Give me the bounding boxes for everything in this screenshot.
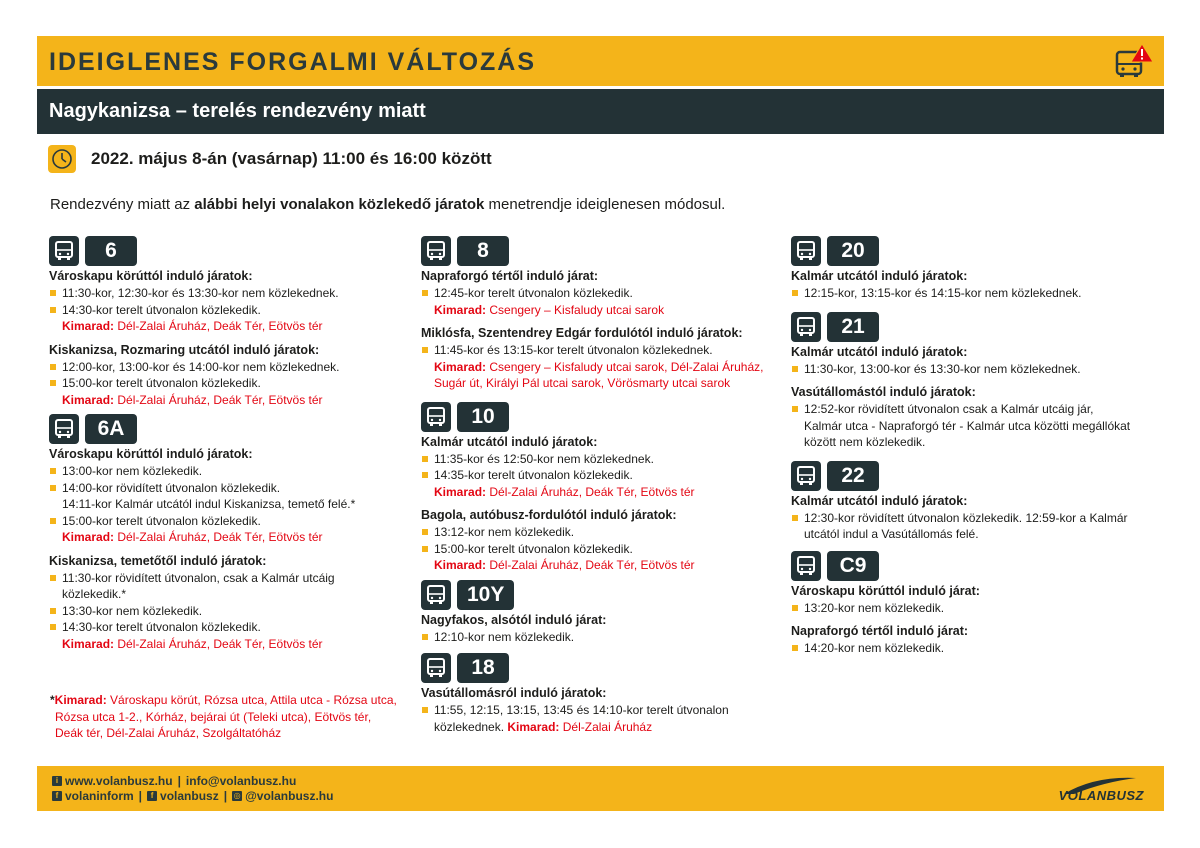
column-3 (791, 236, 1151, 663)
bus-warning-icon (1114, 42, 1154, 80)
skipped-stops-list: Dél-Zalai Áruház, Deák Tér, Eötvös tér (114, 636, 323, 651)
bus-icon (791, 461, 821, 491)
line-number-badge: 20 (827, 236, 879, 266)
clock-icon (48, 145, 76, 173)
skipped-stops (49, 318, 409, 335)
list-item: 11:30-kor, 13:00-kor és 13:30-kor nem közlekednek. (791, 361, 1151, 378)
group-title: Miklósfa, Szentendrey Edgár fordulótól induló járatok: (421, 326, 743, 340)
skipped-stops (421, 557, 781, 574)
list-item-continued: közlekedik.* (62, 587, 127, 601)
list-item: 14:00-kor rövidített útvonalon közlekedik. (49, 480, 409, 497)
list-item: 11:30-kor, 12:30-kor és 13:30-kor nem közlekednek. (49, 285, 409, 302)
bus-icon (49, 414, 79, 444)
intro-bold: alábbi helyi vonalakon közlekedő járatok (194, 196, 485, 213)
skipped-stops-list: Csengery – Kisfaludy utcai sarok, Dél-Zalai Áruház, (486, 359, 764, 374)
group-title: Nagyfakos, alsótól induló járat: (421, 612, 607, 627)
event-date: 2022. május 8-án (vasárnap) 11:00 és 16:00 között (91, 149, 492, 168)
route-6a (49, 414, 409, 652)
route-18 (421, 653, 781, 735)
list-item-continued: között nem közlekedik. (804, 435, 926, 449)
list-item: 12:00-kor, 13:00-kor és 14:00-kor nem közlekednek. (49, 359, 409, 376)
intro-text (50, 196, 725, 213)
info-icon: i (52, 776, 62, 786)
list-item: 12:45-kor terelt útvonalon közlekedik. (421, 285, 781, 302)
list-item: 14:30-kor terelt útvonalon közlekedik. (49, 302, 409, 319)
bus-icon (791, 236, 821, 266)
route-8 (421, 236, 781, 392)
kimarad-label: Kimarad: (62, 319, 115, 333)
list-item-continued: utcától indul a Vasútállomás felé. (804, 527, 979, 541)
list-item: 11:35-kor és 12:50-kor nem közlekednek. (421, 451, 781, 468)
group-title: Kalmár utcától induló járatok: (421, 434, 598, 449)
footnote-star: * (50, 693, 55, 707)
line-number-badge: C9 (827, 551, 879, 581)
group-title: Bagola, autóbusz-fordulótól induló járatok: (421, 508, 677, 522)
line-number-badge: 21 (827, 312, 879, 342)
route-10y (421, 580, 781, 646)
line-number-badge: 18 (457, 653, 509, 683)
kimarad-label: Kimarad: (507, 719, 560, 734)
group-title: Vasútállomásról induló járatok: (421, 686, 607, 700)
list-item-continued (421, 719, 781, 736)
footnote-line: Rózsa utca 1-2., Kórház, bejárai út (Teleki utca), Eötvös tér, (55, 709, 372, 724)
facebook-link-volanbusz[interactable]: volanbusz (160, 789, 219, 803)
footer (37, 766, 1164, 811)
bus-icon (791, 312, 821, 342)
facebook-icon: f (147, 791, 157, 801)
skipped-stops-list: Dél-Zalai Áruház, Deák Tér, Eötvös tér (486, 558, 695, 572)
skipped-stops-continued: Sugár út, Királyi Pál utcai sarok, Vörösmarty utcai sarok (434, 376, 731, 390)
list-item: 14:35-kor terelt útvonalon közlekedik. (421, 467, 781, 484)
list-item: 13:00-kor nem közlekedik. (49, 463, 409, 480)
bus-icon (791, 551, 821, 581)
list-item: 12:15-kor, 13:15-kor és 14:15-kor nem közlekednek. (791, 285, 1151, 302)
kimarad-label: Kimarad: (434, 558, 487, 572)
line-number-badge: 8 (457, 236, 509, 266)
skipped-stops (49, 392, 409, 409)
facebook-link-volaninform[interactable]: volaninform (65, 789, 134, 803)
route-21 (791, 312, 1151, 451)
list-item: 13:20-kor nem közlekedik. (791, 600, 1151, 617)
list-item-continued: Kalmár utca - Napraforgó tér - Kalmár utca közötti megállókat (804, 418, 1131, 433)
kimarad-label: Kimarad: (62, 636, 115, 651)
group-title: Városkapu körúttól induló járat: (791, 583, 980, 598)
facebook-icon: f (52, 791, 62, 801)
skipped-stops (421, 359, 781, 376)
line-number-badge: 6 (85, 236, 137, 266)
skipped-stops (49, 529, 409, 546)
skipped-stops-list: Dél-Zalai Áruház, Deák Tér, Eötvös tér (114, 392, 323, 407)
group-title: Kiskanizsa, Rozmaring utcától induló járatok: (49, 342, 320, 357)
separator: | (177, 774, 181, 788)
intro-post: menetrendje ideiglenesen módosul. (484, 196, 726, 213)
route-6 (49, 236, 409, 408)
group-title: Városkapu körúttól induló járatok: (49, 269, 253, 283)
list-item-continued: 14:11-kor Kalmár utcától indul Kiskanizsa, temető felé.* (62, 497, 356, 511)
route-20 (791, 236, 1151, 302)
email-link[interactable]: info@volanbusz.hu (185, 774, 297, 788)
line-number-badge: 10Y (457, 580, 514, 610)
bus-icon (421, 236, 451, 266)
separator: | (223, 789, 228, 803)
footnote (50, 692, 420, 742)
website-link[interactable]: www.volanbusz.hu (65, 774, 173, 788)
group-title: Napraforgó tértől induló járat: (421, 269, 599, 283)
group-title: Napraforgó tértől induló járat: (791, 624, 969, 638)
kimarad-label: Kimarad: (434, 302, 487, 317)
line-number-badge: 22 (827, 461, 879, 491)
kimarad-label: Kimarad: (434, 484, 487, 499)
kimarad-label: Kimarad: (62, 392, 115, 407)
line-number-badge: 6A (85, 414, 137, 444)
page-title: IDEIGLENES FORGALMI VÁLTOZÁS (49, 48, 537, 76)
sub-banner (37, 89, 1164, 134)
skipped-stops-list: Dél-Zalai Áruház (559, 719, 653, 734)
bus-icon (421, 402, 451, 432)
list-item: 12:52-kor rövidített útvonalon csak a Kalmár utcáig jár, (791, 401, 1151, 418)
list-item: 14:20-kor nem közlekedik. (791, 640, 1151, 657)
kimarad-label: Kimarad: (434, 359, 487, 374)
list-item: 11:30-kor rövidített útvonalon, csak a Kalmár utcáig (49, 570, 409, 587)
instagram-icon: ◎ (233, 791, 241, 800)
instagram-link[interactable]: @volanbusz.hu (245, 789, 334, 803)
list-item: 12:30-kor rövidített útvonalon közlekedik. 12:59-kor a Kalmár (791, 510, 1151, 527)
list-item: 13:12-kor nem közlekedik. (421, 524, 781, 541)
column-2 (421, 236, 781, 741)
skipped-stops (421, 484, 781, 501)
subtitle: Nagykanizsa – terelés rendezvény miatt (49, 100, 426, 122)
footer-social-line (52, 789, 333, 803)
bus-icon (49, 236, 79, 266)
list-item: 14:30-kor terelt útvonalon közlekedik. (49, 619, 409, 636)
skipped-stops (507, 720, 652, 734)
skipped-stops-list: Dél-Zalai Áruház, Deák Tér, Eötvös tér (114, 319, 323, 333)
intro-pre: Rendezvény miatt az (50, 196, 195, 213)
line-number-badge: 10 (457, 402, 509, 432)
bus-icon (421, 580, 451, 610)
group-title: Kalmár utcától induló járatok: (791, 493, 968, 508)
footnote-line: Városkapu körút, Rózsa utca, Attila utca - Rózsa utca, (106, 693, 397, 707)
brand-logo-text: VOLANBUSZ (1058, 788, 1144, 803)
list-item: 13:30-kor nem közlekedik. (49, 603, 409, 620)
list-item: 15:00-kor terelt útvonalon közlekedik. (49, 513, 409, 530)
footer-contact-line (52, 774, 296, 788)
top-banner (37, 36, 1164, 86)
list-item-text: közlekednek. (434, 719, 508, 734)
group-title: Városkapu körúttól induló járatok: (49, 447, 253, 461)
list-item: 11:55, 12:15, 13:15, 13:45 és 14:10-kor terelt útvonalon (421, 702, 781, 719)
group-title: Kalmár utcától induló járatok: (791, 269, 968, 283)
bus-icon (421, 653, 451, 683)
list-item: 11:45-kor és 13:15-kor terelt útvonalon közlekednek. (421, 342, 781, 359)
list-item: 12:10-kor nem közlekedik. (421, 629, 781, 646)
footnote-line: Deák tér, Dél-Zalai Áruház, Szolgáltatóház (55, 726, 282, 740)
skipped-stops-list: Dél-Zalai Áruház, Deák Tér, Eötvös tér (114, 530, 323, 544)
skipped-stops (49, 636, 409, 653)
list-item: 15:00-kor terelt útvonalon közlekedik. (421, 541, 781, 558)
skipped-stops-list: Dél-Zalai Áruház, Deák Tér, Eötvös tér (486, 484, 695, 499)
separator: | (138, 789, 143, 803)
skipped-stops-list: Csengery – Kisfaludy utcai sarok (486, 302, 665, 317)
route-22 (791, 461, 1151, 543)
list-item: 15:00-kor terelt útvonalon közlekedik. (49, 375, 409, 392)
footnote-label: Kimarad: (54, 693, 107, 707)
column-1 (49, 236, 409, 658)
kimarad-label: Kimarad: (62, 530, 115, 544)
group-title: Kalmár utcától induló járatok: (791, 344, 968, 359)
group-title: Vasútállomástól induló járatok: (791, 385, 976, 399)
route-10 (421, 402, 781, 574)
skipped-stops (421, 302, 781, 319)
group-title: Kiskanizsa, temetőtől induló járatok: (49, 553, 267, 568)
route-c9 (791, 551, 1151, 657)
